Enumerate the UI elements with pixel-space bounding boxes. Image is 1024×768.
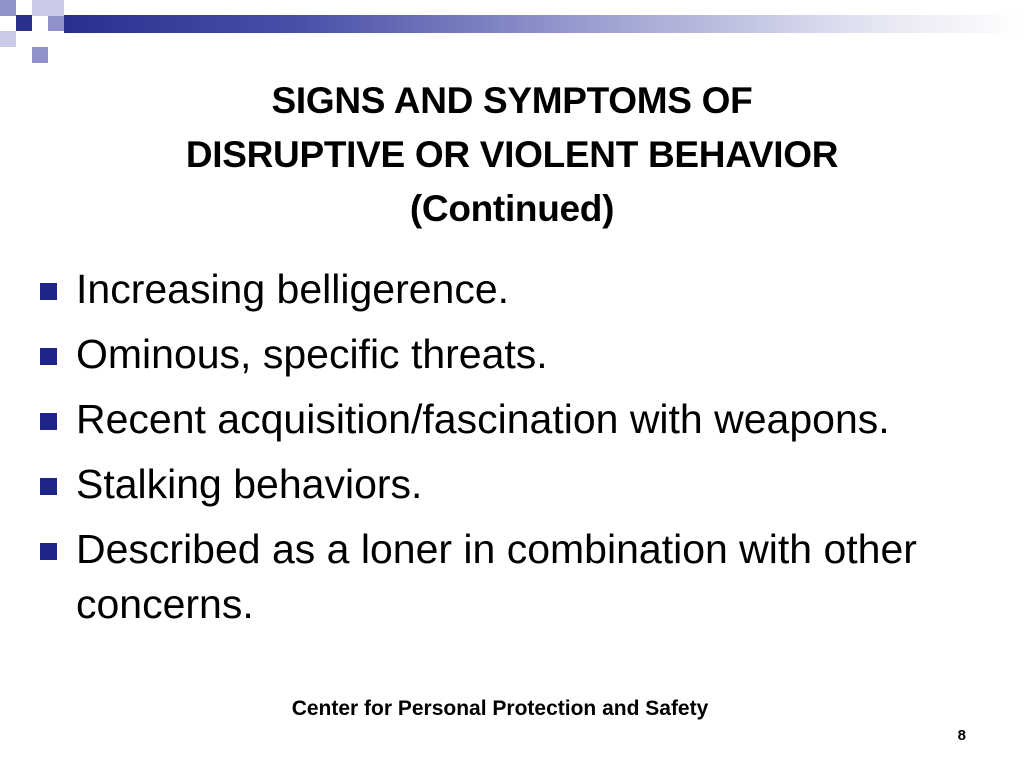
header-square — [16, 15, 32, 31]
square-bullet-icon — [40, 283, 57, 300]
square-bullet-icon — [40, 543, 57, 560]
slide-footer: Center for Personal Protection and Safety — [291, 697, 709, 720]
header-square — [0, 0, 16, 16]
bullet-text: Ominous, specific threats. — [76, 331, 548, 377]
title-line: SIGNS AND SYMPTOMS OF — [271, 80, 753, 121]
header-square — [48, 0, 64, 16]
slide-title — [62, 74, 962, 236]
title-line: DISRUPTIVE OR VIOLENT BEHAVIOR — [185, 134, 839, 175]
square-bullet-icon — [40, 478, 57, 495]
bullet-list — [38, 262, 998, 642]
header-square — [0, 31, 16, 47]
header-square — [48, 15, 64, 31]
bullet-item — [38, 327, 998, 382]
title-line: (Continued) — [409, 188, 615, 229]
bullet-item — [38, 392, 998, 447]
header-square — [32, 47, 48, 63]
header-gradient-bar — [64, 15, 1024, 33]
bullet-text: Described as a loner in combination with other concerns. — [76, 526, 917, 627]
square-bullet-icon — [40, 348, 57, 365]
bullet-text: Recent acquisition/fascination with weapons. — [76, 396, 890, 442]
bullet-item — [38, 262, 998, 317]
square-bullet-icon — [40, 413, 57, 430]
bullet-text: Stalking behaviors. — [76, 461, 423, 507]
header-square — [32, 0, 48, 16]
page-number: 8 — [957, 727, 966, 744]
bullet-item — [38, 457, 998, 512]
bullet-item — [38, 522, 998, 632]
bullet-text: Increasing belligerence. — [76, 266, 510, 312]
